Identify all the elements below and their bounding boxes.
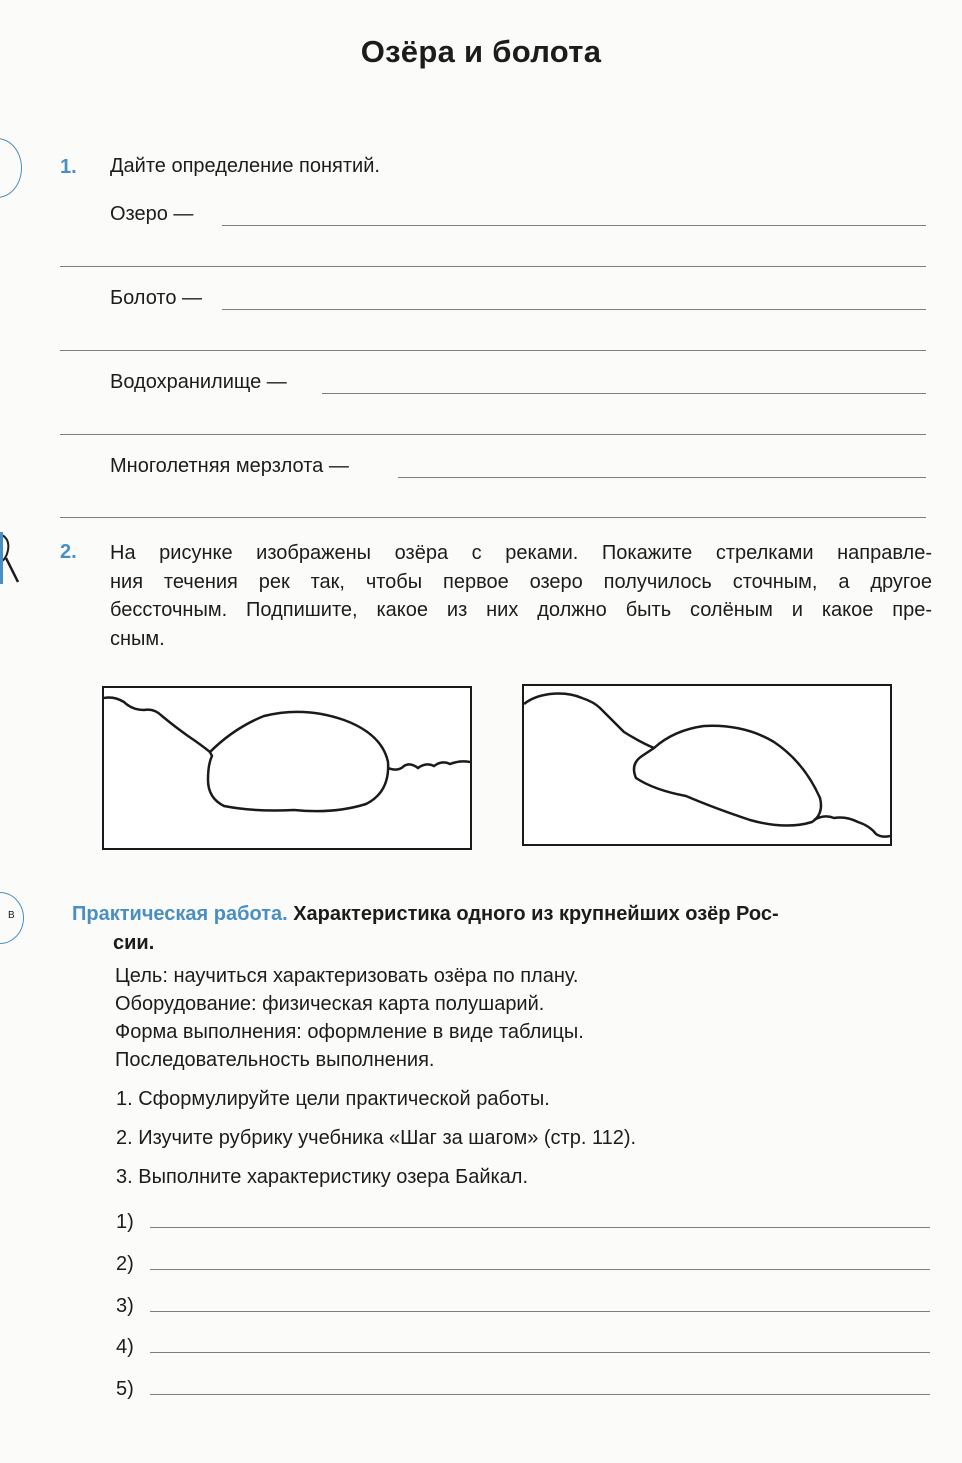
practical-form: Форма выполнения: оформление в виде таблицы. [115,1021,584,1043]
task2-line-3: бессточным. Подпишите, какое из них должно быть солёным и какое пре- [110,599,932,621]
term-swamp: Болото — [110,287,203,309]
answer-line-swamp[interactable] [222,309,926,310]
task2-line-4: сным. [110,627,165,650]
lake-2-outline [634,726,821,826]
task1-number: 1. [60,156,77,178]
magnifier-icon [0,528,24,588]
practical-label: Практическая работа. [72,903,288,925]
term-lake: Озеро — [110,203,194,225]
task1-prompt: Дайте определение понятий. [110,155,380,177]
lake-2-outflow-river [814,816,890,836]
margin-circle-icon [0,138,22,198]
answer-line-3[interactable] [150,1311,930,1312]
practical-title-line-2: сии. [113,932,155,954]
answer-label-5: 5) [116,1378,134,1400]
practical-step-3: 3. Выполните характеристику озера Байкал. [116,1166,529,1188]
practical-sequence: Последовательность выполнения. [115,1049,435,1071]
answer-label-2: 2) [116,1253,134,1275]
answer-line-1[interactable] [150,1227,930,1228]
answer-line-lake[interactable] [222,225,926,226]
task2-text [110,539,932,653]
practical-title-line-1: Характеристика одного из крупнейших озёр Рос- [293,903,779,925]
lake-1-inflow-river [104,698,210,753]
practical-step-1: 1. Сформулируйте цели практической работы. [116,1088,550,1110]
lake-figure-1[interactable] [102,686,472,850]
lake-2-inflow-river [524,694,654,749]
answer-line-reservoir[interactable] [322,393,926,394]
answer-line-reservoir-2[interactable] [60,434,926,435]
answer-line-2[interactable] [150,1269,930,1270]
answer-line-4[interactable] [150,1352,930,1353]
practical-goal: Цель: научиться характеризовать озёра по плану. [115,965,579,987]
margin-badge-letter: В [8,910,15,921]
answer-line-permafrost[interactable] [398,477,926,478]
practical-equipment: Оборудование: физическая карта полушарий. [115,993,545,1015]
answer-label-1: 1) [116,1211,134,1233]
answer-line-lake-2[interactable] [60,266,926,267]
answer-line-permafrost-2[interactable] [60,517,926,518]
page-title: Озёра и болота [360,34,602,69]
answer-label-3: 3) [116,1295,134,1317]
answer-line-swamp-2[interactable] [60,350,926,351]
practical-step-2: 2. Изучите рубрику учебника «Шаг за шагом» (стр. 112). [116,1127,637,1149]
term-permafrost: Многолетняя мерзлота — [110,455,349,477]
lake-1-outflow-river [388,761,470,769]
task2-line-2: ния течения рек так, чтобы первое озеро получилось сточным, а другое [110,570,932,593]
lake-1-outline [208,712,388,811]
task2-number: 2. [60,541,77,563]
answer-label-4: 4) [116,1336,134,1358]
term-reservoir: Водохранилище — [110,371,287,393]
task2-line-1: На рисунке изображены озёра с реками. Покажите стрелками направле- [110,542,932,564]
practical-title [72,900,934,958]
answer-line-5[interactable] [150,1394,930,1395]
lake-figure-2[interactable] [522,684,892,846]
